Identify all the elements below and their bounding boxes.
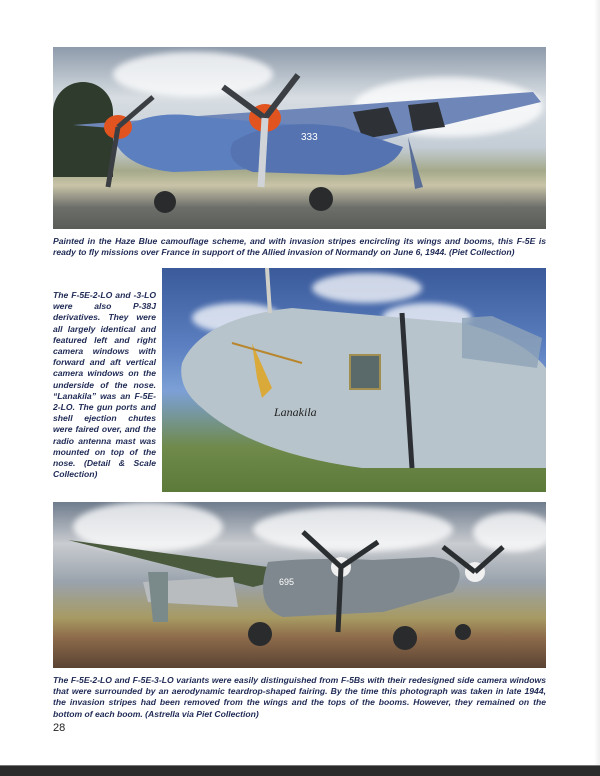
svg-text:333: 333	[301, 132, 318, 143]
caption-photo2: The F-5E-2-LO and -3-LO were also P-38J derivatives. They were all largely identical and featured left and right camera windows with forward and aft vertical camera windows on the underside of the nose. “Lanakila” was an F-5E-2-LO. The gun ports and shell ejection chutes were faired over, and the radio antenna mast was mounted on top of the nose. (Detail & Scale Collection)	[53, 290, 156, 480]
nose-illustration	[162, 268, 546, 492]
photo-haze-blue-f5e	[53, 47, 546, 229]
photo-f5e-695	[53, 502, 546, 668]
photo-lanakila-nose	[162, 268, 546, 492]
aircraft-illustration	[53, 47, 546, 229]
svg-text:695: 695	[279, 577, 295, 587]
page-number: 28	[53, 722, 66, 734]
aircraft-illustration-2	[53, 502, 546, 668]
page-edge	[594, 0, 600, 766]
caption-photo1: Painted in the Haze Blue camouflage scheme, and with invasion stripes encircling its wings and booms, this F-5E is ready to fly missions over France in support of the Allied invasion of Normandy on June 6, 1944. (Piet Collection)	[53, 236, 546, 258]
viewer-bottom-bar	[0, 765, 600, 776]
svg-text:Lanakila: Lanakila	[274, 405, 317, 419]
caption-photo3: The F-5E-2-LO and F-5E-3-LO variants were easily distinguished from F-5Bs with their redesigned side camera windows that were surrounded by an aerodynamic teardrop-shaped fairing. By the time this photograph was taken in late 1944, the invasion stripes had been removed from the wings and the tops of the booms. However, they remained on the bottom of each boom. (Astrella via Piet Collection)	[53, 675, 546, 719]
